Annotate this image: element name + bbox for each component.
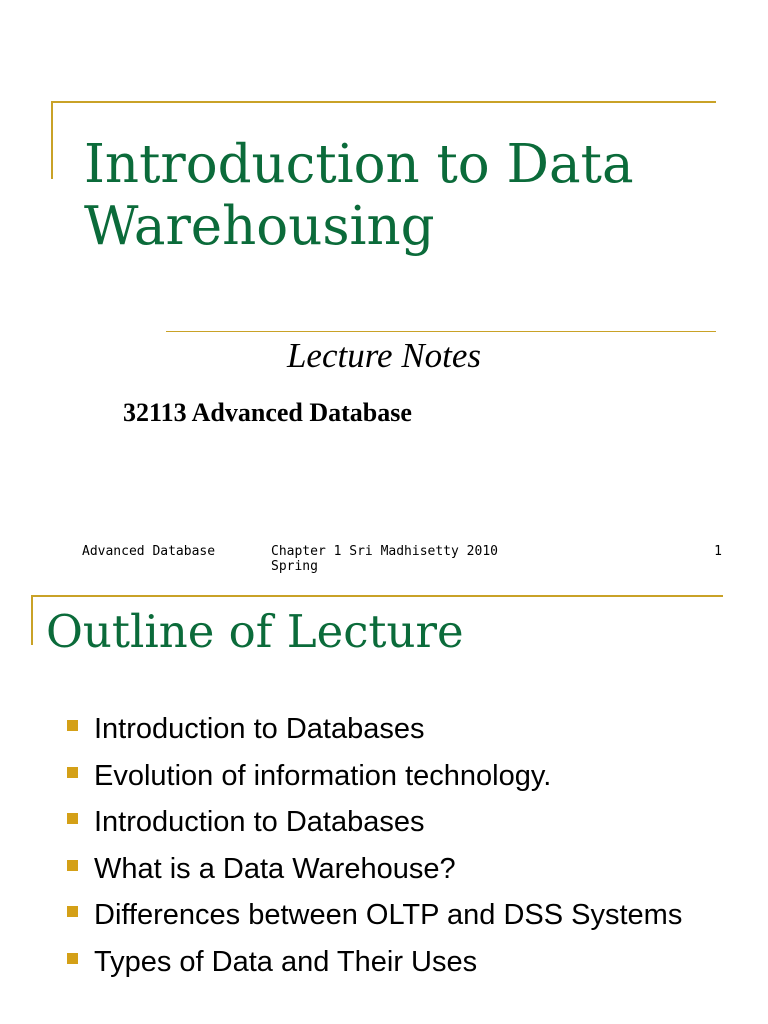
list-item (62, 896, 722, 934)
list-item (62, 757, 722, 795)
square-bullet-icon (67, 860, 78, 871)
slide-title: Outline of Lecture (46, 605, 464, 658)
square-bullet-icon (67, 813, 78, 824)
slide-title-line-1: Introduction to Data (84, 134, 634, 195)
footer-center: Chapter 1 Sri Madhisetty 2010 Spring (271, 544, 498, 574)
subtitle-rule (166, 331, 716, 332)
list-item (62, 803, 722, 841)
bullet-text: Types of Data and Their Uses (94, 945, 478, 978)
slide-title-line-2: Warehousing (84, 196, 435, 257)
left-rule (51, 101, 53, 179)
square-bullet-icon (67, 720, 78, 731)
outline-slide (0, 592, 768, 1024)
slide-subtitle: Lecture Notes (286, 336, 482, 375)
bullet-text: Introduction to Databases (94, 806, 425, 838)
list-item (62, 710, 722, 748)
top-rule (52, 101, 716, 103)
slide-title (84, 134, 724, 258)
page-number: 1 (714, 544, 722, 559)
footer-left: Advanced Database (82, 544, 216, 559)
top-rule (31, 595, 723, 597)
bullet-text: Introduction to Databases (94, 713, 425, 745)
list-item (62, 850, 722, 888)
square-bullet-icon (67, 906, 78, 917)
bullet-text: What is a Data Warehouse? (94, 852, 456, 885)
bullet-text: Evolution of information technology. (94, 759, 552, 792)
square-bullet-icon (67, 953, 78, 964)
square-bullet-icon (67, 767, 78, 778)
course-name: 32113 Advanced Database (123, 398, 412, 427)
bullet-text: Differences between OLTP and DSS Systems (94, 899, 683, 931)
bullet-list (62, 710, 722, 989)
left-rule (31, 595, 33, 645)
list-item (62, 943, 722, 981)
